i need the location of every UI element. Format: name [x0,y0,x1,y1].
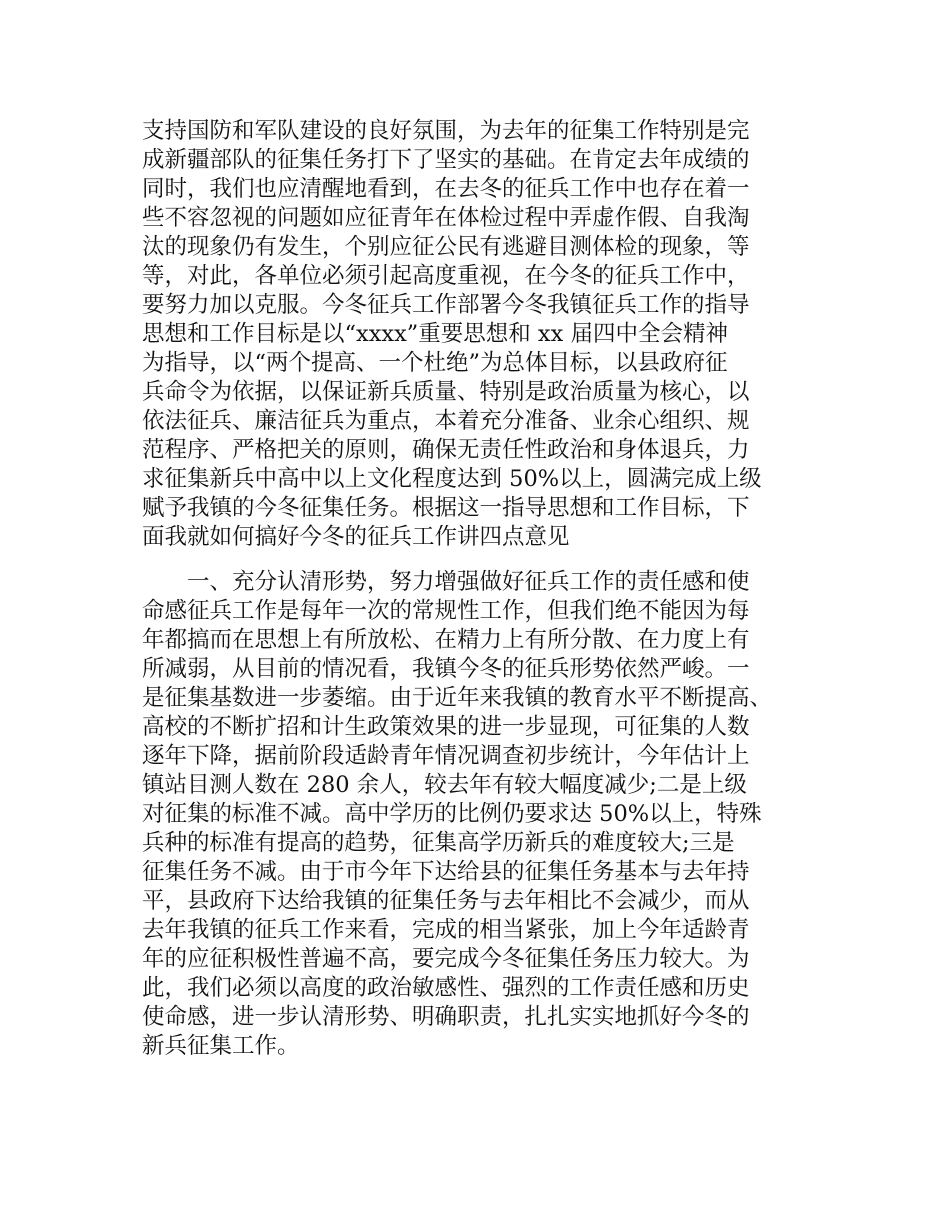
paragraph-line: 平，县政府下达给我镇的征集任务与去年相比不会减少，而从 [142,888,750,914]
paragraph-line: 支持国防和军队建设的良好氛围，为去年的征集工作特别是完 [142,118,750,144]
paragraph-line: 是征集基数进一步萎缩。由于近年来我镇的教育水平不断提高、 [142,685,773,711]
paragraph-line: 面我就如何搞好今冬的征兵工作讲四点意见 [142,524,570,550]
paragraph-line: 所减弱，从目前的情况看，我镇今冬的征兵形势依然严峻。一 [142,656,750,682]
paragraph-line: 命感征兵工作是每年一次的常规性工作，但我们绝不能因为每 [142,598,750,624]
paragraph-line: 镇站目测人数在 280 余人，较去年有较大幅度减少;二是上级 [142,772,747,798]
paragraph-line: 依法征兵、廉洁征兵为重点，本着充分准备、业余心组织、规 [142,408,750,434]
paragraph-line: 一、充分认清形势，努力增强做好征兵工作的责任感和使 [142,569,750,595]
paragraph-2 [142,568,842,1061]
paragraph-line: 些不容忽视的问题如应征青年在体检过程中弄虚作假、自我淘 [142,205,750,231]
paragraph-line: 同时，我们也应清醒地看到，在去冬的征兵工作中也存在着一 [142,176,750,202]
paragraph-line: 汰的现象仍有发生，个别应征公民有逃避目测体检的现象，等 [142,234,750,260]
paragraph-line: 成新疆部队的征集任务打下了坚实的基础。在肯定去年成绩的 [142,147,750,173]
paragraph-line: 年的应征积极性普遍不高，要完成今冬征集任务压力较大。为 [142,946,750,972]
paragraph-line: 要努力加以克服。今冬征兵工作部署今冬我镇征兵工作的指导 [142,292,750,318]
paragraph-line: 新兵征集工作。 [142,1033,300,1059]
paragraph-line: 此，我们必须以高度的政治敏感性、强烈的工作责任感和历史 [142,975,750,1001]
paragraph-line: 范程序、严格把关的原则，确保无责任性政治和身体退兵，力 [142,437,750,463]
paragraph-line: 年都搞而在思想上有所放松、在精力上有所分散、在力度上有 [142,627,750,653]
paragraph-line: 高校的不断扩招和计生政策效果的进一步显现，可征集的人数 [142,714,750,740]
paragraph-line: 去年我镇的征兵工作来看，完成的相当紧张，加上今年适龄青 [142,917,750,943]
paragraph-line: 兵种的标准有提高的趋势，征集高学历新兵的难度较大;三是 [142,830,735,856]
paragraph-line: 使命感，进一步认清形势、明确职责，扎扎实实地抓好今冬的 [142,1004,750,1030]
paragraph-line: 思想和工作目标是以“xxxx”重要思想和 xx 届四中全会精神 [142,321,728,347]
paragraph-line: 征集任务不减。由于市今年下达给县的征集任务基本与去年持 [142,859,750,885]
paragraph-line: 等，对此，各单位必须引起高度重视，在今冬的征兵工作中， [142,263,750,289]
paragraph-line: 逐年下降，据前阶段适龄青年情况调查初步统计，今年估计上 [142,743,750,769]
paragraph-line: 为指导，以“两个提高、一个杜绝”为总体目标，以县政府征 [142,350,728,376]
paragraph-line: 兵命令为依据，以保证新兵质量、特别是政治质量为核心，以 [142,379,750,405]
paragraph-1 [142,117,842,552]
paragraph-line: 求征集新兵中高中以上文化程度达到 50%以上，圆满完成上级 [142,466,762,492]
paragraph-line: 赋予我镇的今冬征集任务。根据这一指导思想和工作目标，下 [142,495,750,521]
paragraph-line: 对征集的标准不减。高中学历的比例仍要求达 50%以上，特殊 [142,801,762,827]
